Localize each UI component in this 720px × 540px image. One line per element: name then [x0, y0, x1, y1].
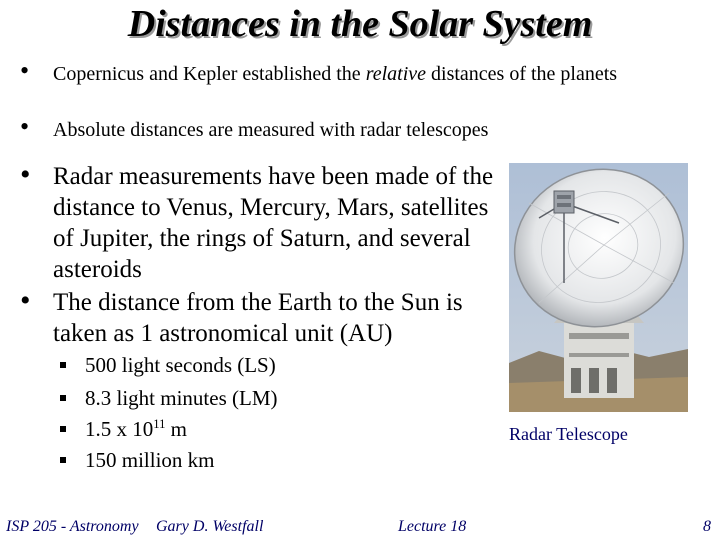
- footer-page-number: 8: [703, 518, 711, 535]
- bullet-dot-icon: •: [20, 284, 31, 317]
- square-bullet-icon: [60, 395, 66, 401]
- slide-title: Distances in the Solar System: [127, 3, 593, 45]
- square-bullet-icon: [60, 457, 66, 463]
- footer-course: ISP 205 - Astronomy: [6, 518, 139, 535]
- bullet-text: Radar measurements have been made of the distance to Venus, Mercury, Mars, satellites of Jupiter, the rings of Saturn, and several asteroids: [53, 163, 494, 283]
- footer-author: Gary D. Westfall: [156, 518, 264, 535]
- bullet-dot-icon: •: [20, 112, 30, 141]
- bullet-text: The distance from the Earth to the Sun is taken as 1 astronomical unit (AU): [53, 289, 463, 347]
- square-bullet-icon: [60, 362, 66, 368]
- square-bullet-icon: [60, 426, 66, 432]
- image-caption: Radar Telescope: [509, 424, 628, 444]
- bullet-dot-icon: •: [20, 56, 30, 85]
- radar-telescope-photo: [509, 163, 688, 412]
- footer-lecture: Lecture 18: [398, 518, 467, 535]
- bullet-dot-icon: •: [20, 158, 31, 191]
- bullet-text: Copernicus and Kepler established the relative distances of the planets: [53, 63, 618, 85]
- bullet-text: Absolute distances are measured with radar telescopes: [53, 119, 489, 141]
